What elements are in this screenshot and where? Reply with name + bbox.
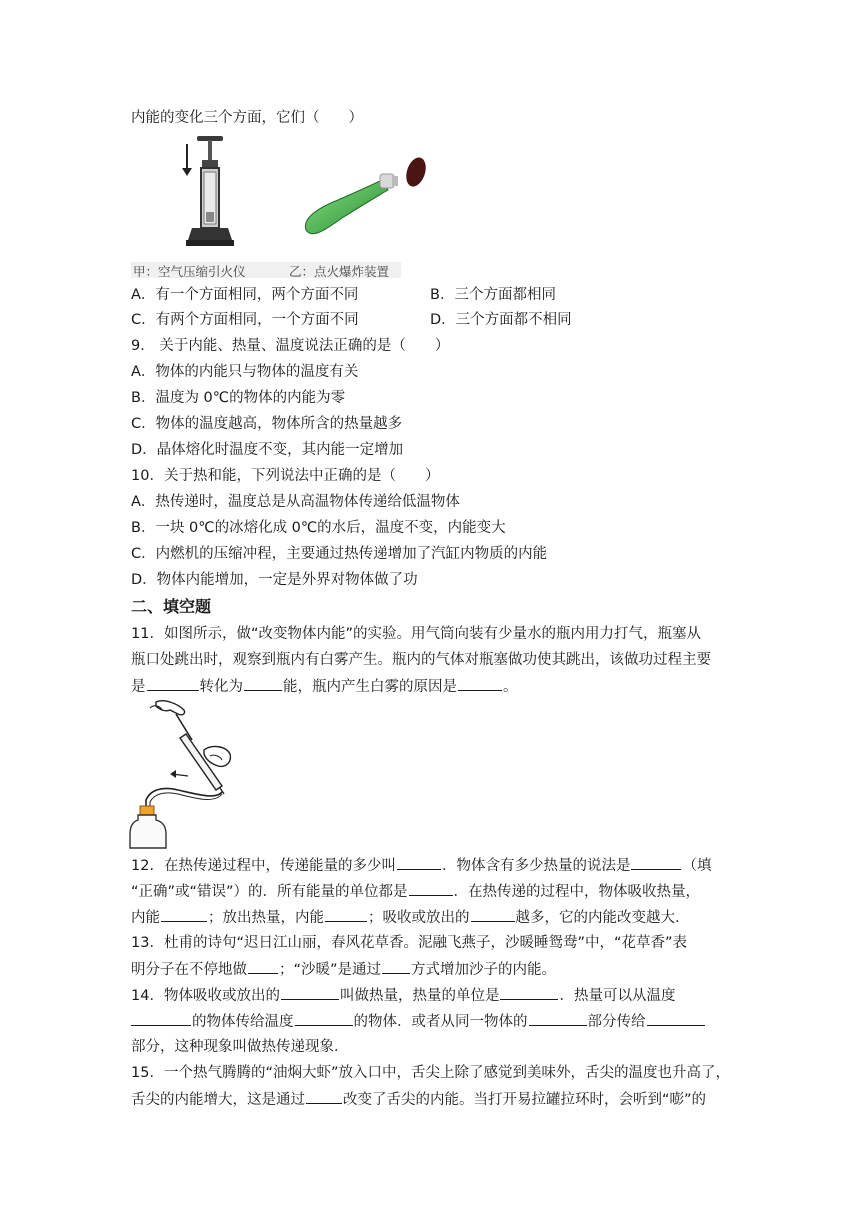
q12-text-f: 内能 bbox=[131, 910, 160, 926]
q14-blank-5[interactable] bbox=[529, 1011, 587, 1026]
q12-blank-6[interactable] bbox=[471, 907, 515, 922]
q14-text-f: 部分传给 bbox=[587, 1014, 646, 1030]
q11-text-b: 转化为 bbox=[199, 679, 243, 695]
q10-option-d: D．物体内能增加，一定是外界对物体做了功 bbox=[131, 572, 418, 588]
q9-option-a: A．物体的内能只与物体的温度有关 bbox=[131, 364, 359, 380]
q15-text-a: 舌尖的内能增大，这是通过 bbox=[131, 1092, 305, 1108]
q12-line-1 bbox=[131, 855, 711, 876]
air-compression-igniter-figure bbox=[180, 132, 240, 250]
q13-text-a: 明分子在不停地做 bbox=[131, 962, 247, 978]
q14-text-b: 叫做热量，热量的单位是 bbox=[339, 988, 500, 1004]
q11-text-c: 能，瓶内产生白雾的原因是 bbox=[283, 679, 457, 695]
section-fill-in-title: 二、填空题 bbox=[131, 597, 212, 616]
q14-blank-2[interactable] bbox=[500, 985, 558, 1000]
q14-text-a: 14．物体吸收或放出的 bbox=[131, 988, 280, 1004]
q8-option-a: A．有一个方面相同，两个方面不同 bbox=[131, 287, 359, 303]
q12-text-b: ．物体含有多少热量的说法是 bbox=[441, 858, 631, 874]
q12-text-g: ；放出热量，内能 bbox=[208, 910, 324, 926]
q12-line-3 bbox=[131, 907, 690, 928]
q15-line-1: 15．一个热气腾腾的“油焖大虾”放入口中，舌尖上除了感觉到美味外，舌尖的温度也升高了， bbox=[131, 1065, 730, 1081]
q10-stem: 10．关于热和能，下列说法中正确的是（ ） bbox=[131, 468, 440, 484]
q14-line-3: 部分，这种现象叫做热传递现象． bbox=[131, 1039, 349, 1055]
q13-text-c: 方式增加沙子的内能。 bbox=[411, 962, 557, 978]
q14-text-c: ．热量可以从温度 bbox=[559, 988, 676, 1004]
q12-blank-1[interactable] bbox=[397, 855, 441, 870]
q13-blank-2[interactable] bbox=[382, 959, 410, 974]
q13-text-b: ；“沙暖”是通过 bbox=[279, 962, 382, 978]
q14-text-d: 的物体传给温度 bbox=[192, 1014, 294, 1030]
q14-blank-1[interactable] bbox=[281, 985, 339, 1000]
q11-line-2: 瓶口处跳出时，观察到瓶内有白雾产生。瓶内的气体对瓶塞做功使其跳出，该做功过程主要 bbox=[131, 652, 711, 668]
q9-stem: 9． 关于内能、热量、温度说法正确的是（ ） bbox=[131, 338, 450, 354]
q10-option-a: A．热传递时，温度总是从高温物体传递给低温物体 bbox=[131, 494, 460, 510]
q11-blank-3[interactable] bbox=[458, 676, 502, 691]
q14-text-e: 的物体．或者从同一物体的 bbox=[353, 1014, 528, 1030]
q8-option-c: C．有两个方面相同，一个方面不同 bbox=[131, 312, 359, 328]
q14-blank-6[interactable] bbox=[647, 1011, 705, 1026]
q8-option-d: D．三个方面都不相同 bbox=[430, 312, 572, 328]
q15-blank-1[interactable] bbox=[306, 1089, 342, 1104]
q9-option-c: C．物体的温度越高，物体所含的热量越多 bbox=[131, 416, 403, 432]
q9-option-b: B．温度为 0℃的物体的内能为零 bbox=[131, 390, 346, 406]
q12-blank-3[interactable] bbox=[409, 881, 453, 896]
q11-text-d: 。 bbox=[503, 679, 518, 695]
q12-text-i: 越多，它的内能改变越大． bbox=[515, 910, 690, 926]
q15-line-2 bbox=[131, 1089, 706, 1110]
ignition-explosion-device-figure bbox=[298, 152, 438, 242]
caption-yi: 乙：点火爆炸装置 bbox=[289, 264, 390, 279]
q12-text-c: （填 bbox=[682, 858, 712, 874]
q11-blank-2[interactable] bbox=[244, 676, 282, 691]
pump-bottle-figure bbox=[126, 694, 236, 850]
q12-text-h: ；吸收或放出的 bbox=[368, 910, 470, 926]
q10-option-c: C．内燃机的压缩冲程，主要通过热传递增加了汽缸内物质的内能 bbox=[131, 546, 548, 562]
q12-line-2 bbox=[131, 881, 700, 902]
q12-text-a: 12．在热传递过程中，传递能量的多少叫 bbox=[131, 858, 396, 874]
q14-blank-3[interactable] bbox=[131, 1011, 191, 1026]
q12-blank-4[interactable] bbox=[161, 907, 207, 922]
q13-blank-1[interactable] bbox=[248, 959, 278, 974]
q9-option-d: D．晶体熔化时温度不变，其内能一定增加 bbox=[131, 442, 404, 458]
q15-text-b: 改变了舌尖的内能。当打开易拉罐拉环时，会听到“嘭”的 bbox=[343, 1092, 707, 1108]
q14-line-1 bbox=[131, 985, 675, 1006]
q11-text-a: 是 bbox=[131, 679, 146, 695]
q11-line-1: 11．如图所示，做“改变物体内能”的实验。用气筒向装有少量水的瓶内用力打气，瓶塞从 bbox=[131, 626, 701, 642]
q13-line-2 bbox=[131, 959, 556, 980]
q12-blank-2[interactable] bbox=[631, 855, 681, 870]
q12-text-e: ．在热传递的过程中，物体吸收热量， bbox=[453, 884, 701, 900]
q13-line-1: 13．杜甫的诗句“迟日江山丽，春风花草香。泥融飞燕子，沙暖睡鸳鸯”中，“花草香”表 bbox=[131, 935, 687, 951]
q14-line-2 bbox=[131, 1011, 706, 1032]
q8-intro: 内能的变化三个方面，它们（ ） bbox=[131, 110, 363, 126]
q12-blank-5[interactable] bbox=[325, 907, 367, 922]
q14-blank-4[interactable] bbox=[295, 1011, 353, 1026]
caption-jia: 甲：空气压缩引火仪 bbox=[133, 264, 246, 279]
q11-blank-1[interactable] bbox=[147, 676, 199, 691]
q10-option-b: B．一块 0℃的冰熔化成 0℃的水后，温度不变，内能变大 bbox=[131, 520, 506, 536]
q12-text-d: “正确”或“错误”）的．所有能量的单位都是 bbox=[131, 884, 408, 900]
q8-option-b: B．三个方面都相同 bbox=[430, 287, 556, 303]
